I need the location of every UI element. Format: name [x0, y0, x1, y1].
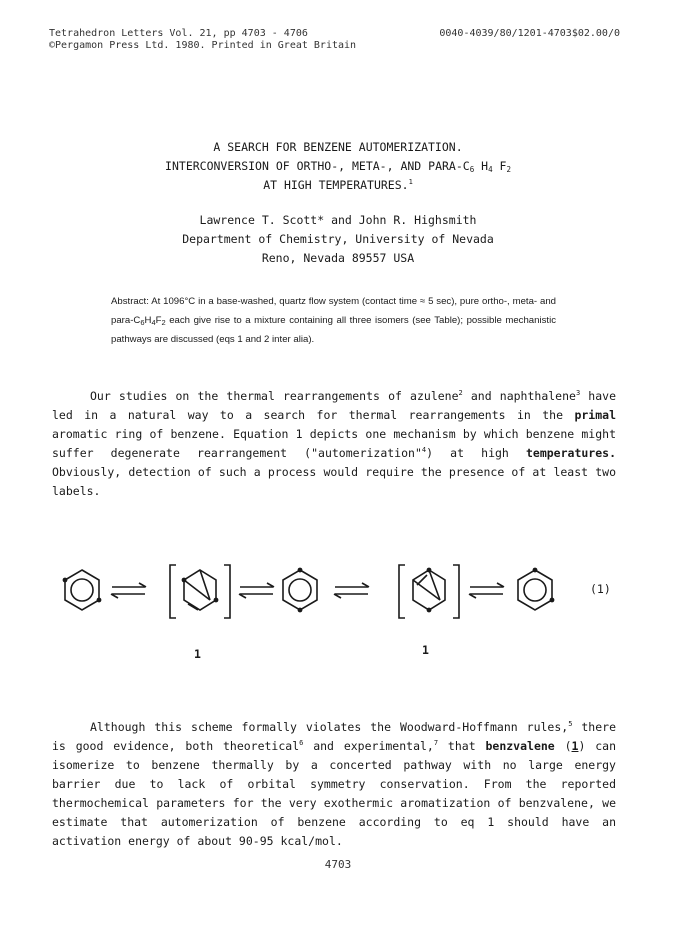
title-line-2: INTERCONVERSION OF ORTHO-, META-, AND PARA-$C_6$ $H_4$ $F_2$	[165, 159, 511, 174]
benzene-structure	[65, 570, 99, 610]
compound-label: 1	[422, 643, 429, 657]
affiliation: Department of Chemistry, University of Nevada	[182, 232, 494, 246]
author-names: Lawrence T. Scott* and John R. Highsmith	[199, 213, 477, 227]
title-line-1: A SEARCH FOR BENZENE AUTOMERIZATION.	[213, 140, 463, 154]
abstract: Abstract: At 1096°C in a base-washed, quartz flow system (contact time ≈ 5 sec), pure ortho-, meta- and para-$C_6H_4F_2$ each give rise to a mixture containing all three isomers (see Table); possible mechanistic pathways are discussed (eqs 1 and 2 inter alia).	[111, 296, 556, 345]
label-dot	[63, 578, 68, 583]
paper-title	[0, 138, 676, 195]
equilibrium-arrow	[239, 583, 274, 598]
author-block	[0, 211, 676, 268]
label-dot	[97, 598, 102, 603]
article-code: 0040-4039/80/1201-4703$02.00/0	[439, 28, 620, 39]
paragraph-2: Although this scheme formally violates the Woodward-Hoffmann rules,$^5$ there is good evidence, both theoretical$^6$ and experimental,$^7$ that benzvalene (1) can isomerize to benzene thermally by a concerted pathway with no large energy barrier due to lack of orbital symmetry conservation. From the reported thermochemical parameters for the very exothermic aromatization of benzvalene, we estimate that automerization of benzene according to eq 1 should have an activation energy of about 90-95 kcal/mol.	[52, 720, 617, 848]
running-header	[49, 28, 356, 52]
benzene-structure	[518, 570, 552, 610]
address: Reno, Nevada 89557 USA	[261, 251, 415, 265]
publisher-line: ©Pergamon Press Ltd. 1980. Printed in Great Britain	[49, 40, 357, 51]
equilibrium-arrow	[469, 583, 504, 598]
equation-number: (1)	[590, 582, 611, 596]
page-number: 4703	[324, 858, 352, 871]
equilibrium-arrow	[334, 583, 369, 598]
compound-label: 1	[194, 647, 201, 661]
journal-citation: Tetrahedron Letters Vol. 21, pp 4703 - 4706	[49, 28, 308, 39]
equilibrium-arrow	[111, 583, 146, 598]
reaction-scheme	[0, 545, 676, 665]
benzvalene-structure	[170, 565, 230, 618]
benzene-structure	[283, 570, 317, 610]
paragraph-1: Our studies on the thermal rearrangements of azulene$^2$ and naphthalene$^3$ have led in a natural way to a search for thermal rearrangements in the primal aromatic ring of benzene. Equation 1 depicts one mechanism by which benzene might suffer degenerate rearrangement ("automerization"$^4$) at high temperatures. Obviously, detection of such a process would require the presence of at least two labels.	[52, 389, 616, 498]
title-line-3: AT HIGH TEMPERATURES.$^1$	[263, 178, 413, 192]
